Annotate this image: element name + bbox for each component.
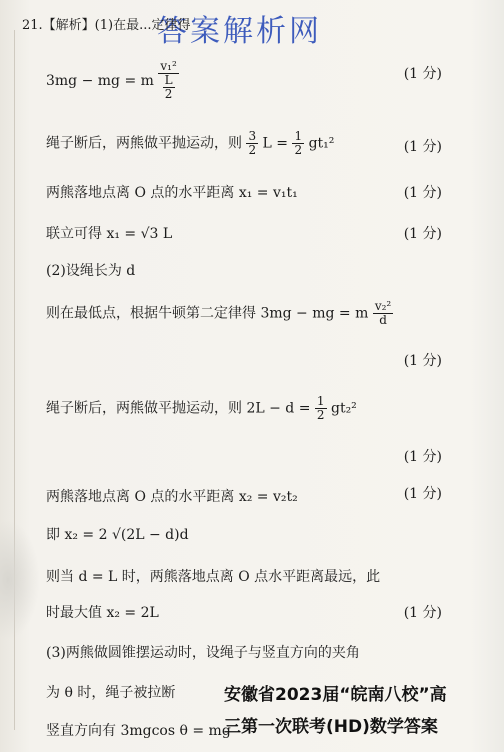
score-3: (1 分) [403,185,442,201]
line-10: 则当 d = L 时，两熊落地点离 O 点水平距离最远，此 [46,569,381,585]
line-12: (3)两熊做圆锥摆运动时，设绳子与竖直方向的夹角 [46,645,360,661]
line-3: 两熊落地点离 O 点的水平距离 x₁ = v₁t₁ [46,185,298,201]
score-4: (1 分) [403,226,442,242]
line-8: 两熊落地点离 O 点的水平距离 x₂ = v₂t₂ [46,489,298,505]
watermark: 答案解析网 [157,14,322,49]
score-1: (1 分) [403,66,442,82]
line-11: 时最大值 x₂ = 2L [46,605,159,621]
line-5: (2)设绳长为 d [46,263,136,279]
equation-1: 3mg − mg = m $\frac{\text{v₁²}}{\frac{L}{2}}$ [46,59,177,102]
line-2: 绳子断后，两熊做平抛运动，则 $\frac{3}{2}$ L = $\frac{1}{2}$ gt₁² [46,129,335,158]
footer-line-2: 三第一次联考(HD)数学答案 [224,717,438,737]
question-header: 21.【解析】(1)在最...定律得 [22,18,191,33]
score-11: (1 分) [403,605,442,621]
line-7: 绳子断后，两熊做平抛运动，则 2L − d = $\frac{1}{2}$ gt₂² [46,394,357,423]
score-8: (1 分) [403,486,442,502]
score-6: (1 分) [403,353,442,369]
fraction: $\frac{\text{v₁²}}{\frac{L}{2}}$ [160,59,177,102]
line-4: 联立可得 x₁ = √3 L [46,226,173,242]
footer-line-1: 安徽省2023届“皖南八校”高 [224,685,447,705]
score-2: (1 分) [403,139,442,155]
line-14: 竖直方向有 3mgcos θ = mg [46,723,231,739]
background-shadow [0,520,40,640]
line-6: 则在最低点，根据牛顿第二定律得 3mg − mg = m $\frac{\text{v₂²}}{d}$ [46,299,392,328]
line-13: 为 θ 时，绳子被拉断 [46,685,176,701]
line-9: 即 x₂ = 2 √(2L − d)d [46,527,189,543]
score-7: (1 分) [403,449,442,465]
